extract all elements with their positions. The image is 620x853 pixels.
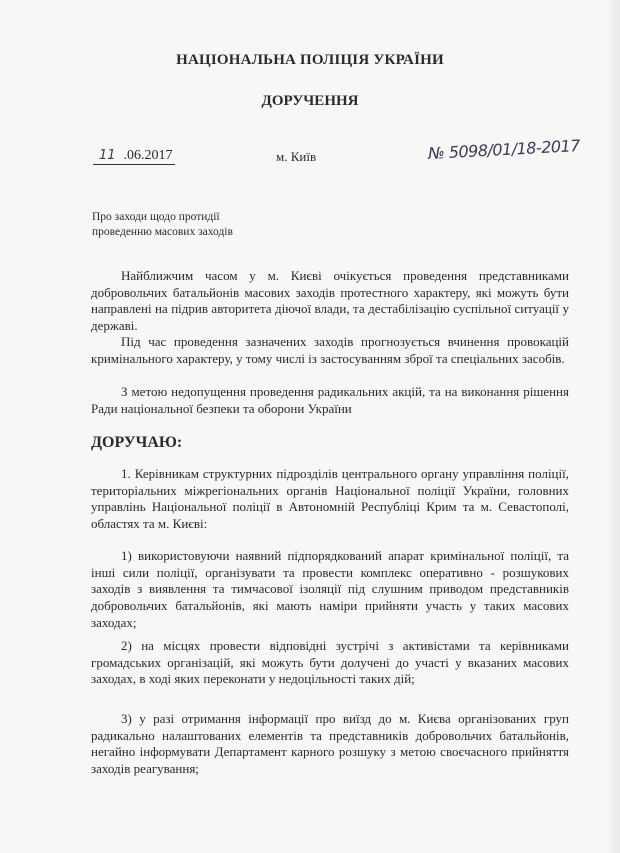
order-item-2: 2) на місцях провести відповідні зустрічі з активістами та керівниками громадських організацій, які можуть бути долучені до участі у вказаних масових заходах, в ході яких переконати у недоцільності таких дій; (91, 638, 569, 687)
document-subject (92, 210, 233, 240)
date-month-year: .06.2017 (123, 148, 173, 163)
document-city: м. Київ (276, 149, 317, 164)
document-date (93, 148, 175, 165)
order-item-1: 1) використовуючи наявний підпорядкований апарат кримінальної поліції, та інші сили поліції, організувати та провести комплекс оперативно - розшукових заходів з виявлення та тимчасової ізоляції під слушним приводом представників добровольчих батальйонів, які мають наміри прийняти участь у таких масових заходах; (91, 548, 569, 630)
order-heading: ДОРУЧАЮ: (91, 434, 183, 451)
date-day-handwritten: 11 (99, 148, 116, 163)
subject-line-2: проведенню масових заходів (92, 226, 233, 238)
intro-paragraph-2: Під час проведення зазначених заходів прогнозується вчинення провокацій кримінального характеру, у тому числі із застосуванням зброї та спеціальних засобів. (91, 334, 569, 366)
order-paragraph-1: 1. Керівникам структурних підрозділів центрального органу управління поліції, територіальних міжрегіональних органів Національної поліції України, головних управлінь Національної поліції в Автономній Республіці Крим та м. Севастополі, областях та м. Києві: (91, 466, 569, 532)
date-underline (93, 148, 175, 165)
organization-title: НАЦІОНАЛЬНА ПОЛІЦІЯ УКРАЇНИ (176, 52, 444, 68)
document-number-handwritten: № 5098/01/18-2017 (427, 136, 581, 163)
page-edge-shadow (606, 0, 620, 853)
subject-line-1: Про заходи щодо протидії (92, 211, 220, 223)
document-type-title: ДОРУЧЕННЯ (261, 93, 359, 109)
order-item-3: 3) у разі отримання інформації про виїзд до м. Києва організованих груп радикально налаштованих елементів та представників добровольчих батальйонів, негайно інформувати Департамент карного розшуку з метою своєчасного прийняття заходів реагування; (91, 711, 569, 777)
intro-paragraph-1: Найближчим часом у м. Києві очікується проведення представниками добровольчих батальйонів масових заходів протестного характеру, які можуть бути направлені на підрив авторитета діючої влади, та дестабілізацію суспільної ситуації у державі. (91, 268, 569, 334)
intro-paragraph-3: З метою недопущення проведення радикальних акцій, та на виконання рішення Ради національної безпеки та оборони України (91, 384, 569, 416)
